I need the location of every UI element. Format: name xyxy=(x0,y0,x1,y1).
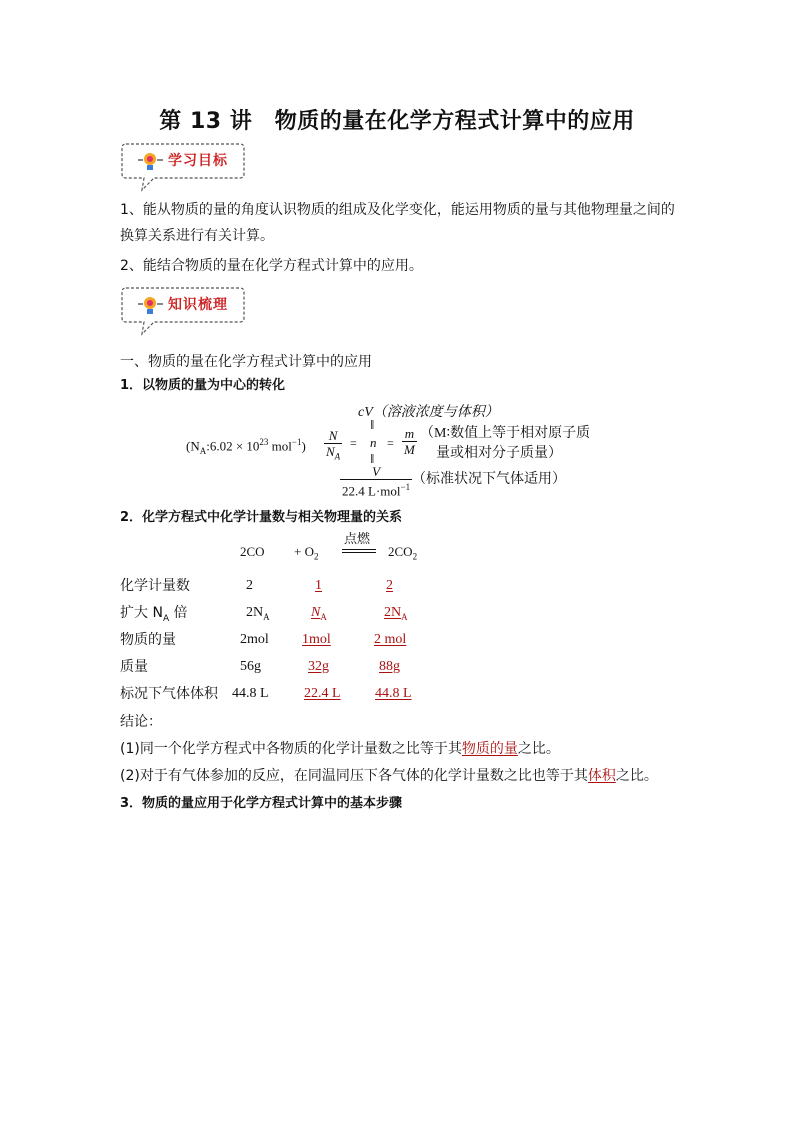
product-co2: $2CO_2$ xyxy=(388,544,418,562)
sub-heading-3: 3．物质的量应用于化学方程式计算中的基本步骤 xyxy=(120,796,403,811)
cell-co2: $2N_A$ xyxy=(384,605,408,622)
knowledge-badge-label: 知识梳理 xyxy=(168,297,228,313)
cell-co: 2 xyxy=(246,578,253,593)
cell-co2: 2 xyxy=(386,578,393,593)
molar-mass-note-2: 量或相对分子质量） xyxy=(436,446,562,461)
equality-mark: ‖ xyxy=(370,420,375,430)
molar-mass-note-1: （M∶数值上等于相对原子质 xyxy=(420,426,591,441)
knowledge-badge xyxy=(120,284,246,338)
conversion-diagram xyxy=(186,398,616,498)
sub-heading-2: 2．化学方程式中化学计量数与相关物理量的关系 xyxy=(120,510,403,525)
avogadro-note: ($N_A:6.02 \times 10^{23}$ mol$^{-1}$) xyxy=(186,437,306,456)
cell-o2: 32g xyxy=(308,659,329,674)
cell-co2: 44.8 L xyxy=(375,686,412,701)
sub-heading-1: 1．以物质的量为中心的转化 xyxy=(120,378,286,393)
reaction-arrow-line xyxy=(342,552,376,553)
conclusion-1: (1)同一个化学方程式中各物质的化学计量数之比等于其物质的量之比。 xyxy=(120,741,560,757)
reaction-arrow-line xyxy=(342,549,376,550)
cell-co2: 88g xyxy=(379,659,400,674)
diagram-top-label: cV（溶液浓度与体积） xyxy=(358,405,499,420)
reactant-co: 2CO xyxy=(240,544,265,559)
row-label: 标况下气体体积 xyxy=(120,686,218,702)
cell-co: 2mol xyxy=(240,632,269,647)
cell-co2: 2 mol xyxy=(374,632,407,647)
cell-co: 44.8 L xyxy=(232,686,269,701)
row-label: 化学计量数 xyxy=(120,578,190,594)
fraction-v-over-vm: V 22.4 L·mol$^{-1}$ xyxy=(342,464,411,499)
page-title: 第 13 讲 物质的量在化学方程式计算中的应用 xyxy=(159,109,635,134)
cell-o2: 1mol xyxy=(302,632,331,647)
cell-o2: 22.4 L xyxy=(304,686,341,701)
fraction-n-over-na: $\frac{N}{N_A}$ xyxy=(326,428,341,462)
row-label: 扩大 $N_A$ 倍 xyxy=(120,605,188,624)
goal-line-1: 1、能从物质的量的角度认识物质的组成及化学变化，能运用物质的量与其他物理量之间的 xyxy=(120,202,675,218)
conclusion-2: (2)对于有气体参加的反应，在同温同压下各气体的化学计量数之比也等于其体积之比。 xyxy=(120,768,658,784)
cell-o2: 1 xyxy=(315,578,322,593)
cell-co: 56g xyxy=(240,659,261,674)
goal-line-3: 2、能结合物质的量在化学方程式计算中的应用。 xyxy=(120,258,423,274)
center-n: n xyxy=(370,435,377,450)
conclusion-label: 结论： xyxy=(120,714,162,730)
reaction-condition: 点燃 xyxy=(344,532,371,547)
reactant-o2: + $O_2$ xyxy=(294,544,319,562)
cell-co: $2N_A$ xyxy=(246,605,270,622)
goals-badge xyxy=(120,140,246,194)
cell-o2: $N_A$ xyxy=(311,605,327,622)
gas-volume-note: （标准状况下气体适用） xyxy=(412,472,566,487)
equality-mark: ‖ xyxy=(370,454,375,464)
row-label: 质量 xyxy=(120,659,148,675)
goals-badge-label: 学习目标 xyxy=(168,153,228,169)
equals-sign: = xyxy=(387,436,394,450)
equals-sign: = xyxy=(350,436,357,450)
row-label: 物质的量 xyxy=(120,632,176,648)
goal-line-2: 换算关系进行有关计算。 xyxy=(120,228,274,244)
section-heading: 一、物质的量在化学方程式计算中的应用 xyxy=(120,354,372,370)
fraction-m-over-M: $\frac{m}{M}$ xyxy=(404,426,415,457)
